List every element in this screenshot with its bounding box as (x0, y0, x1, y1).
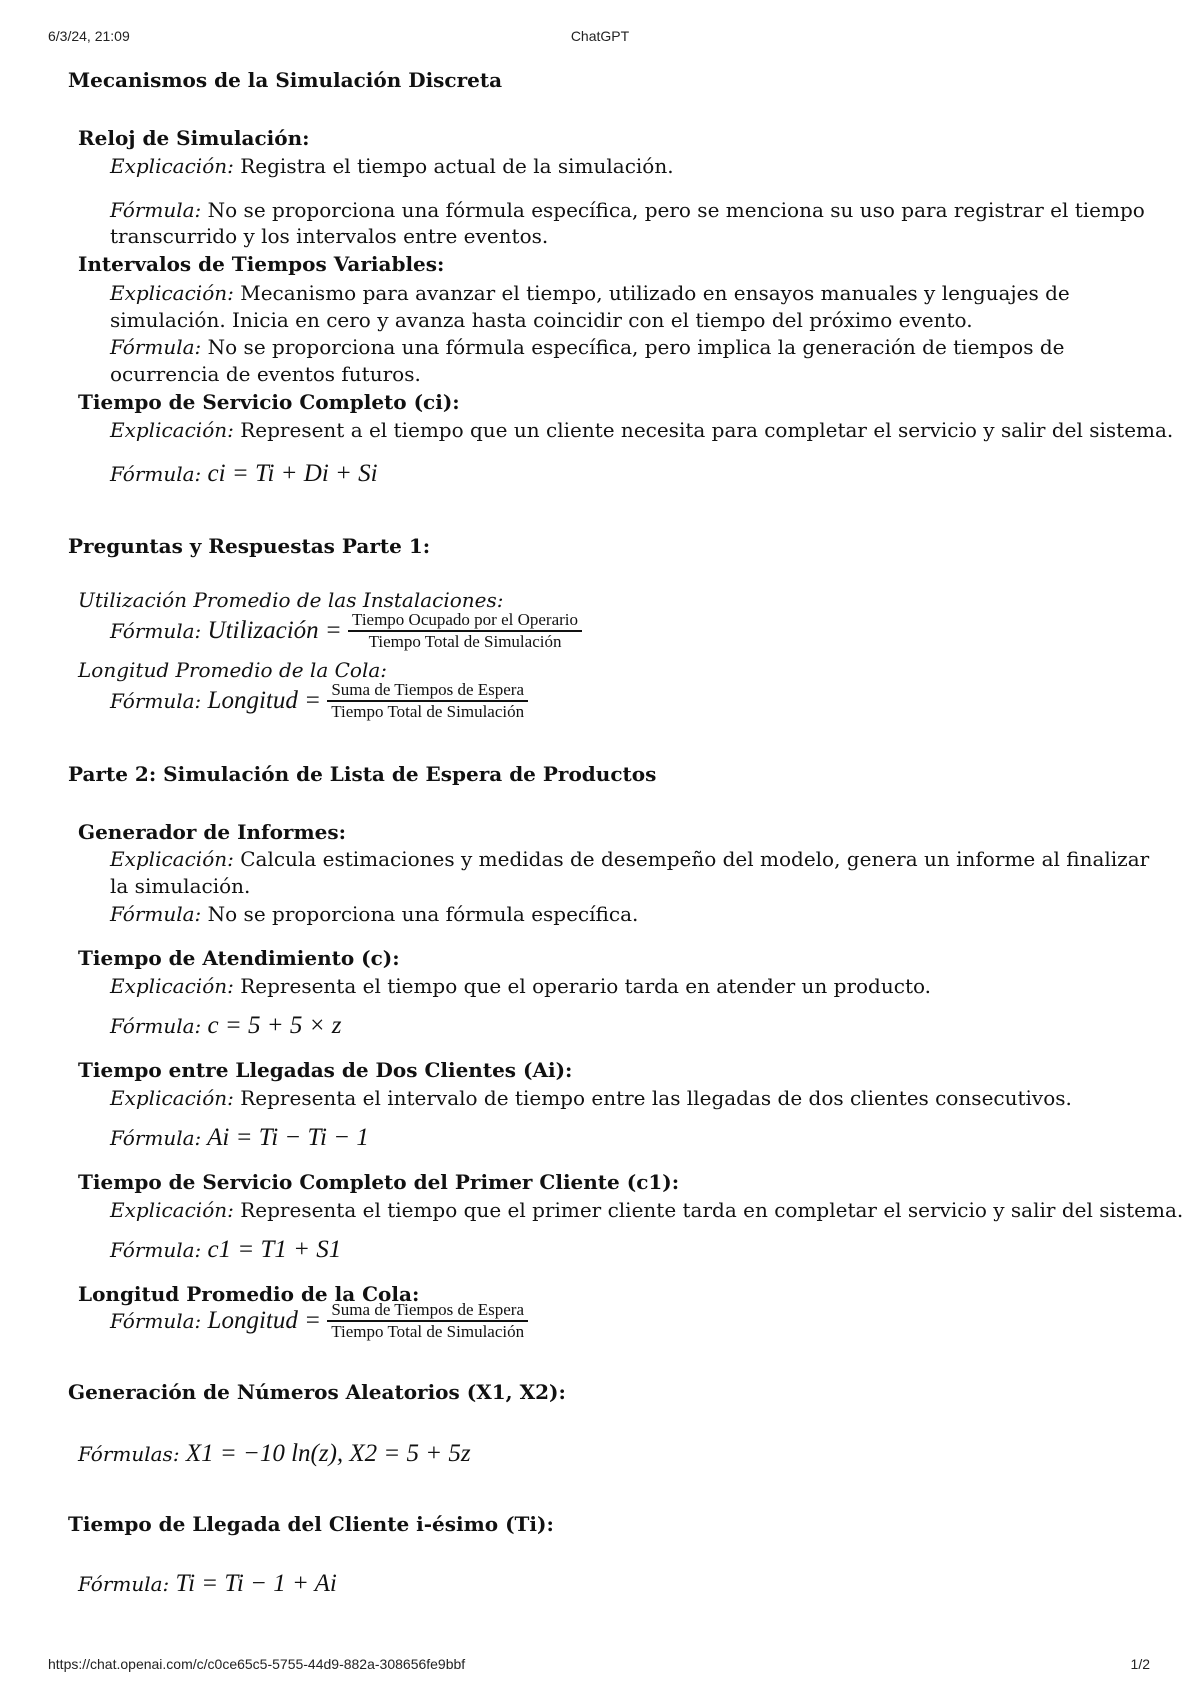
longitud2-fraction (327, 1300, 528, 1341)
label-formula: Fórmula: (78, 1572, 170, 1596)
utilizacion-fraction (348, 610, 582, 651)
reloj-exp-text: Registra el tiempo actual de la simulación. (240, 154, 674, 178)
print-datetime: 6/3/24, 21:09 (48, 28, 130, 44)
intervalos-formula (110, 334, 1070, 388)
servicio-exp-text: Represent a el tiempo que un cliente necesita para completar el servicio y salir del sistema. (240, 418, 1174, 442)
utilizacion-formula (110, 610, 582, 651)
section-title-parte2: Parte 2: Simulación de Lista de Espera de Productos (68, 762, 657, 786)
main-title: Mecanismos de la Simulación Discreta (68, 68, 503, 92)
label-formulas: Fórmulas: (78, 1442, 180, 1466)
label-formula: Fórmula: (110, 1126, 202, 1150)
generador-form-text: No se proporciona una fórmula específica. (207, 902, 639, 926)
llegadas-formula-math: Ai = Ti − Ti − 1 (207, 1124, 369, 1151)
longitud-label: Longitud Promedio de la Cola: (78, 658, 388, 682)
llegada-i-formula-math: Ti = Ti − 1 + Ai (175, 1570, 337, 1597)
print-page-title: ChatGPT (570, 28, 630, 44)
llegadas-explicacion (110, 1086, 1072, 1110)
label-formula: Fórmula: (110, 618, 202, 643)
primer-explicacion (110, 1198, 1183, 1222)
section-title-reloj: Reloj de Simulación: (78, 126, 310, 150)
label-explicacion: Explicación: (110, 418, 234, 442)
label-explicacion: Explicación: (110, 281, 234, 305)
fraction-denominator: Tiempo Total de Simulación (368, 631, 562, 651)
intervalos-exp-text: Mecanismo para avanzar el tiempo, utilizado en ensayos manuales y lenguajes de simulación. Inicia en cero y avanza hasta coincidir con el tiempo del próximo evento. (110, 281, 1070, 332)
primer-exp-text: Representa el tiempo que el primer cliente tarda en completar el servicio y salir del sistema. (240, 1198, 1184, 1222)
section-title-preguntas: Preguntas y Respuestas Parte 1: (68, 534, 431, 558)
section-title-aleatorios: Generación de Números Aleatorios (X1, X2): (68, 1380, 566, 1404)
label-formula: Fórmula: (110, 462, 202, 486)
section-title-longitud-2: Longitud Promedio de la Cola: (78, 1282, 420, 1306)
section-title-llegada-i: Tiempo de Llegada del Cliente i-ésimo (Ti): (68, 1512, 554, 1536)
section-title-servicio: Tiempo de Servicio Completo (ci): (78, 390, 460, 414)
label-explicacion: Explicación: (110, 1086, 234, 1110)
reloj-formula (110, 197, 1150, 249)
atendimiento-formula-math: c = 5 + 5 × z (207, 1012, 342, 1039)
print-page-number: 1/2 (1130, 1656, 1150, 1672)
section-title-atendimiento: Tiempo de Atendimiento (c): (78, 946, 400, 970)
servicio-explicacion (110, 418, 1173, 442)
fraction-denominator: Tiempo Total de Simulación (331, 701, 525, 721)
longitud-lhs: Longitud = (207, 686, 321, 714)
primer-formula-math: c1 = T1 + S1 (207, 1236, 342, 1263)
section-title-generador: Generador de Informes: (78, 820, 346, 844)
label-formula: Fórmula: (110, 198, 202, 222)
llegadas-formula (110, 1124, 369, 1152)
label-formula: Fórmula: (110, 335, 202, 359)
label-formula: Fórmula: (110, 1308, 202, 1333)
aleatorios-formula-math: X1 = −10 ln(z), X2 = 5 + 5z (185, 1440, 471, 1467)
longitud2-lhs: Longitud = (207, 1306, 321, 1334)
fraction-numerator: Tiempo Ocupado por el Operario (348, 610, 582, 632)
aleatorios-formula (78, 1440, 471, 1468)
atendimiento-explicacion (110, 974, 931, 998)
llegadas-exp-text: Representa el intervalo de tiempo entre las llegadas de dos clientes consecutivos. (240, 1086, 1072, 1110)
label-explicacion: Explicación: (110, 1198, 234, 1222)
utilizacion-label: Utilización Promedio de las Instalaciones: (78, 588, 504, 612)
atendimiento-formula (110, 1012, 341, 1040)
generador-explicacion (110, 846, 1160, 900)
intervalos-explicacion (110, 280, 1110, 334)
label-explicacion: Explicación: (110, 847, 234, 871)
fraction-numerator: Suma de Tiempos de Espera (327, 1300, 528, 1322)
reloj-explicacion (110, 154, 674, 178)
longitud-formula (110, 680, 528, 721)
servicio-formula (110, 460, 378, 488)
llegada-i-formula (78, 1570, 337, 1598)
generador-exp-text: Calcula estimaciones y medidas de desempeño del modelo, genera un informe al finalizar la simulación. (110, 847, 1150, 898)
section-title-primer-cliente: Tiempo de Servicio Completo del Primer Cliente (c1): (78, 1170, 680, 1194)
label-formula: Fórmula: (110, 1014, 202, 1038)
primer-formula (110, 1236, 341, 1264)
fraction-denominator: Tiempo Total de Simulación (331, 1321, 525, 1341)
utilizacion-lhs: Utilización = (207, 616, 342, 644)
label-formula: Fórmula: (110, 1238, 202, 1262)
print-url: https://chat.openai.com/c/c0ce65c5-5755-44d9-882a-308656fe9bbf (48, 1656, 466, 1672)
fraction-numerator: Suma de Tiempos de Espera (327, 680, 528, 702)
intervalos-form-text: No se proporciona una fórmula específica, pero implica la generación de tiempos de ocurrencia de eventos futuros. (110, 335, 1065, 386)
label-formula: Fórmula: (110, 688, 202, 713)
section-title-llegadas: Tiempo entre Llegadas de Dos Clientes (Ai): (78, 1058, 573, 1082)
longitud-fraction (327, 680, 528, 721)
label-formula: Fórmula: (110, 902, 202, 926)
generador-formula (110, 902, 638, 926)
atendimiento-exp-text: Representa el tiempo que el operario tarda en atender un producto. (240, 974, 932, 998)
servicio-formula-math: ci = Ti + Di + Si (207, 460, 378, 487)
longitud2-formula (110, 1300, 528, 1341)
label-explicacion: Explicación: (110, 154, 234, 178)
label-explicacion: Explicación: (110, 974, 234, 998)
reloj-form-text: No se proporciona una fórmula específica, pero se menciona su uso para registrar el tiempo transcurrido y los intervalos entre eventos. (110, 198, 1145, 248)
section-title-intervalos: Intervalos de Tiempos Variables: (78, 252, 445, 276)
